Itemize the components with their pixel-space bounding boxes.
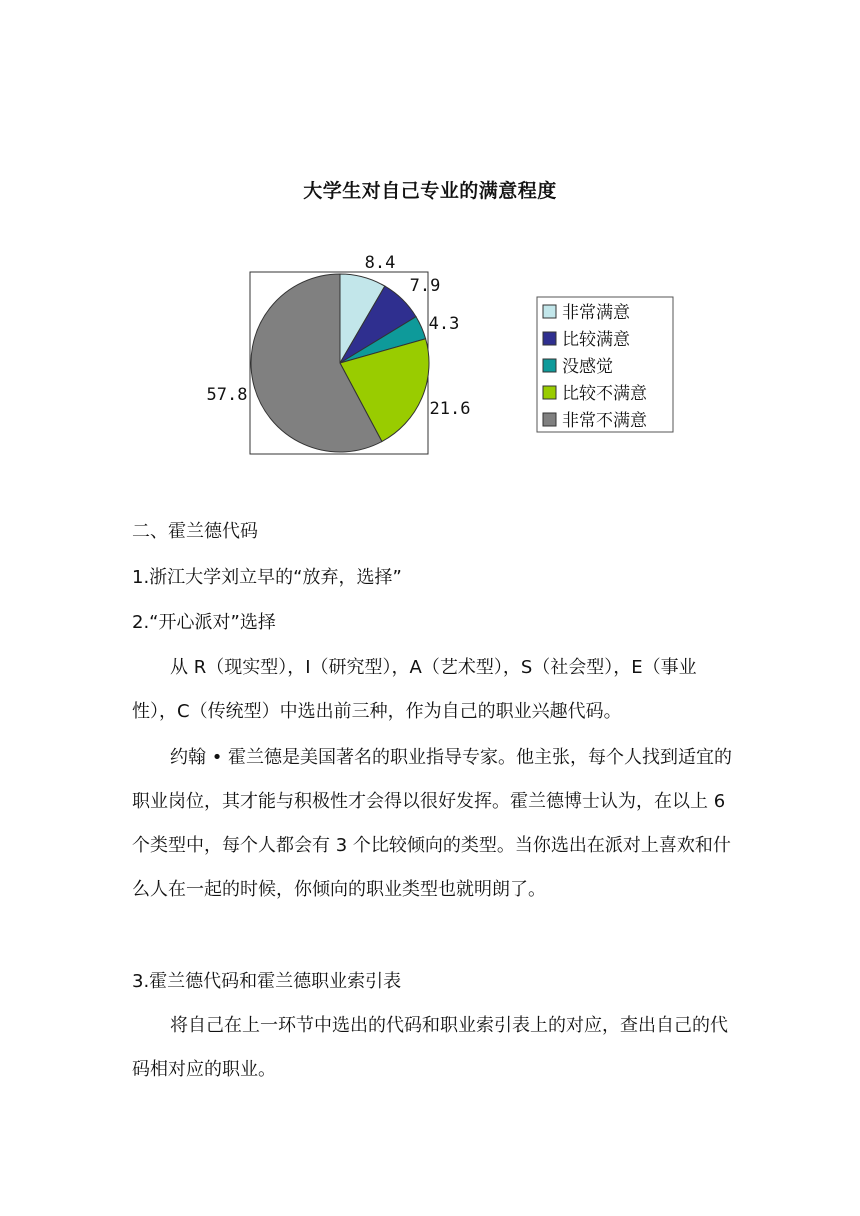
paragraph-holland: 约翰 • 霍兰德是美国著名的职业指导专家。他主张，每个人找到适宜的职业岗位，其才能与积极性才会得以很好发挥。霍兰德博士认为，在以上 6 个类型中，每个人都会有 3 个比较倾向的类型。当你选出在派对上喜欢和什么人在一起的时候，你倾向的职业类型也就明朗了。 <box>132 747 733 900</box>
legend-swatch <box>543 386 556 399</box>
paragraph-codes: 从 R（现实型），I（研究型），A（艺术型），S（社会型），E（事业性），C（传统型）中选出前三种，作为自己的职业兴趣代码。 <box>132 657 697 722</box>
legend-swatch <box>543 332 556 345</box>
legend-swatch <box>543 305 556 318</box>
legend-label: 非常满意 <box>562 303 630 323</box>
section-heading: 二、霍兰德代码 <box>132 521 258 542</box>
paragraph-index: 将自己在上一环节中选出的代码和职业索引表上的对应，查出自己的代码相对应的职业。 <box>132 1015 728 1080</box>
chart-title: 大学生对自己专业的满意程度 <box>303 180 557 202</box>
legend-label: 比较满意 <box>562 330 630 350</box>
pie-value-label: 57.8 <box>206 385 248 405</box>
list-item-3: 3.霍兰德代码和霍兰德职业索引表 <box>132 971 402 992</box>
pie-value-label: 21.6 <box>429 399 471 419</box>
legend-label: 没感觉 <box>562 357 613 377</box>
pie-slices <box>251 274 429 452</box>
legend-swatch <box>543 359 556 372</box>
legend-swatch <box>543 413 556 426</box>
pie-value-label: 4.3 <box>428 314 460 334</box>
pie-chart <box>0 0 860 480</box>
list-item-1: 1.浙江大学刘立早的“放弃，选择” <box>132 567 402 588</box>
list-item-2: 2.“开心派对”选择 <box>132 612 276 633</box>
pie-value-label: 7.9 <box>409 276 441 296</box>
legend-label: 比较不满意 <box>562 384 647 404</box>
pie-value-label: 8.4 <box>364 253 396 273</box>
legend-label: 非常不满意 <box>562 411 647 431</box>
legend <box>537 297 673 432</box>
